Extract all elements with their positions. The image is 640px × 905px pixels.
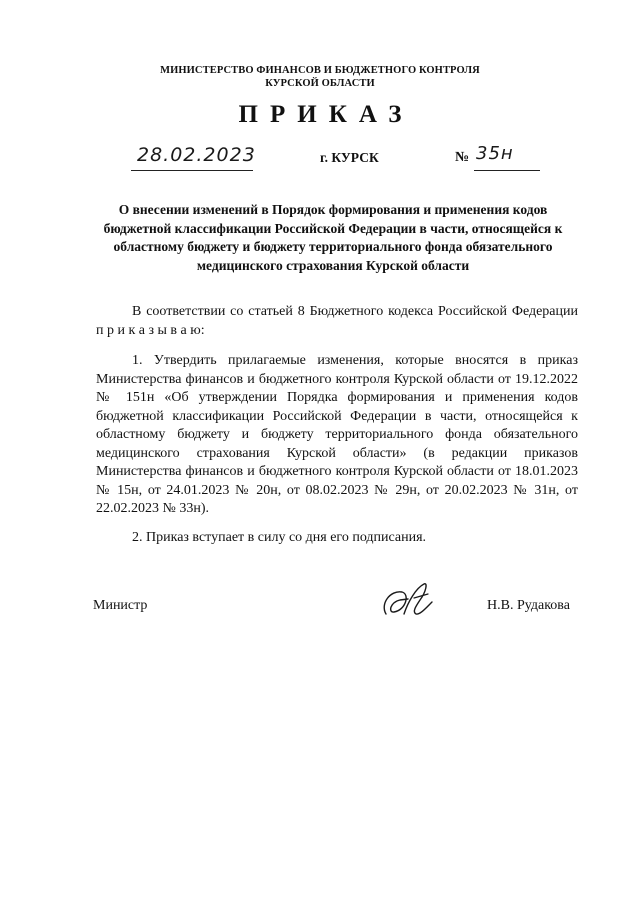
document-date: 28.02.2023 bbox=[137, 144, 256, 166]
number-underline bbox=[474, 170, 540, 171]
document-number: 35н bbox=[476, 143, 514, 164]
ministry-line-1: МИНИСТЕРСТВО ФИНАНСОВ И БЮДЖЕТНОГО КОНТРОЛЯ bbox=[160, 65, 480, 76]
ministry-line-2: КУРСКОЙ ОБЛАСТИ bbox=[265, 78, 375, 89]
item-2-paragraph: 2. Приказ вступает в силу со дня его подписания. bbox=[132, 530, 427, 545]
document-city: г. КУРСК bbox=[320, 150, 379, 165]
preamble-paragraph: В соответствии со статьей 8 Бюджетного кодекса Российской Федерации п р и к а з ы в а ю: bbox=[96, 304, 578, 338]
handwritten-signature bbox=[378, 580, 438, 624]
document-subject: О внесении изменений в Порядок формирования и применения кодов бюджетной классификации Российской Федерации в части, относящейся к областному бюджету и бюджету территориального фонда обязательного медицинского страхования Курской области bbox=[103, 202, 563, 273]
item-1-paragraph: 1. Утвердить прилагаемые изменения, которые вносятся в приказ Министерства финансов и бюджетного контроля Курской области от 19.12.2022 № 151н «Об утверждении Порядка формирования и применения кодов бюджетной классификации Российской Федерации в части, относящейся к областному бюджету и бюджету территориального фонда обязательного медицинского страхования Курской области» (в редакции приказов Министерства финансов и бюджетного контроля Курской области от 18.01.2023 № 15н, от 24.01.2023 № 20н, от 08.02.2023 № 29н, от 20.02.2023 № 31н, от 22.02.2023 № 33н). bbox=[96, 353, 578, 516]
signatory-name: Н.В. Рудакова bbox=[487, 598, 570, 613]
document-title: ПРИКАЗ bbox=[238, 101, 414, 128]
date-underline bbox=[131, 170, 253, 171]
signatory-role: Министр bbox=[93, 598, 148, 613]
number-label: № bbox=[455, 150, 470, 165]
